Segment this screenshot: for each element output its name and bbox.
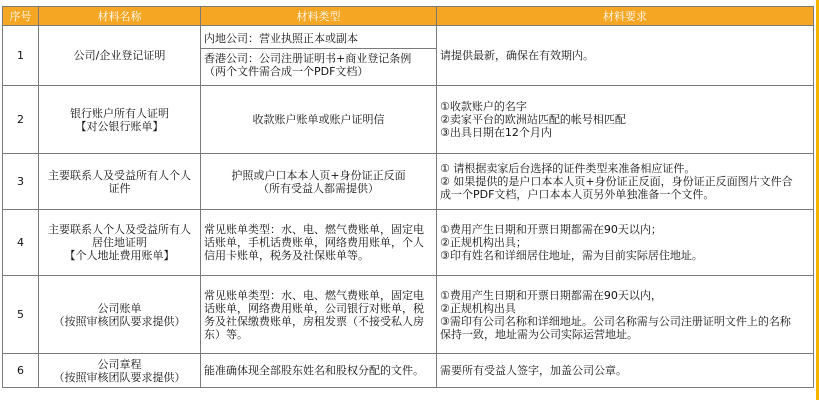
row-type (201, 26, 437, 86)
row-type: 常见账单类型：水、电、燃气费账单，固定电 话账单，手机话费账单，网络费用账单，个人 信用卡账单，税务及社保账单等。 (201, 210, 437, 276)
row-type: 收款账户账单或账户证明信 (201, 86, 437, 154)
row-req: 请提供最新，确保在有效期内。 (437, 26, 814, 86)
row-req: ①费用产生日期和开票日期都需在90天以内， ②正规机构出具 ③需印有公司名称和详细地址。公司名称需与公司注册证明文件上的名称 保持一致，地址需为公司实际运营地址。 (437, 276, 814, 354)
row-seq: 1 (3, 26, 39, 86)
header-type: 材料类型 (201, 7, 437, 26)
materials-table (2, 6, 814, 388)
row-type: 护照或户口本本人页+身份证正反面 （所有受益人都需提供） (201, 154, 437, 210)
header-name: 材料名称 (39, 7, 201, 26)
row-name: 公司账单 （按照审核团队要求提供） (39, 276, 201, 354)
table-row (3, 26, 814, 86)
row-req: ①收款账户的名字 ②卖家平台的欧洲站匹配的帐号相匹配 ③出具日期在12个月内 (437, 86, 814, 154)
row-req: ① 请根据卖家后台选择的证件类型来准备相应证件。 ② 如果提供的是户口本本人页+身份证正反面，身份证正反面图片文件合 成一个PDF文档，户口本本人页另外单独准备一个文件。 (437, 154, 814, 210)
table-row (3, 354, 814, 388)
row-seq: 6 (3, 354, 39, 388)
table-row (3, 276, 814, 354)
header-req: 材料要求 (437, 7, 814, 26)
row-seq: 4 (3, 210, 39, 276)
row-name: 银行账户所有人证明 【对公银行账单】 (39, 86, 201, 154)
row-type: 常见账单类型：水、电、燃气费账单，固定电 话账单，网络费用账单，公司银行对账单，税 务及社保缴费账单，房租发票（不接受私人房 东）等。 (201, 276, 437, 354)
row-name: 公司章程 （按照审核团队要求提供） (39, 354, 201, 388)
row-seq: 3 (3, 154, 39, 210)
row-name: 主要联系人个人及受益所有人 居住地证明 【个人地址费用账单】 (39, 210, 201, 276)
table-row (3, 154, 814, 210)
header-seq: 序号 (3, 7, 39, 26)
row-seq: 2 (3, 86, 39, 154)
row-name: 公司/企业登记证明 (39, 26, 201, 86)
table-row (3, 210, 814, 276)
row-req: 需要所有受益人签字，加盖公司公章。 (437, 354, 814, 388)
row-type: 能准确体现全部股东姓名和股权分配的文件。 (201, 354, 437, 388)
table-row (3, 86, 814, 154)
row-type-mainland: 内地公司：营业执照正本或副本 (201, 30, 436, 49)
row-type-hongkong: 香港公司：公司注册证明书+商业登记条例 （两个文件需合成一个PDF文档） (204, 52, 412, 78)
row-req: ①费用产生日期和开票日期都需在90天以内； ②正规机构出具； ③印有姓名和详细居住地址，需为目前实际居住地址。 (437, 210, 814, 276)
row-seq: 5 (3, 276, 39, 354)
row-name: 主要联系人及受益所有人个人 证件 (39, 154, 201, 210)
table-header-row (3, 7, 814, 26)
